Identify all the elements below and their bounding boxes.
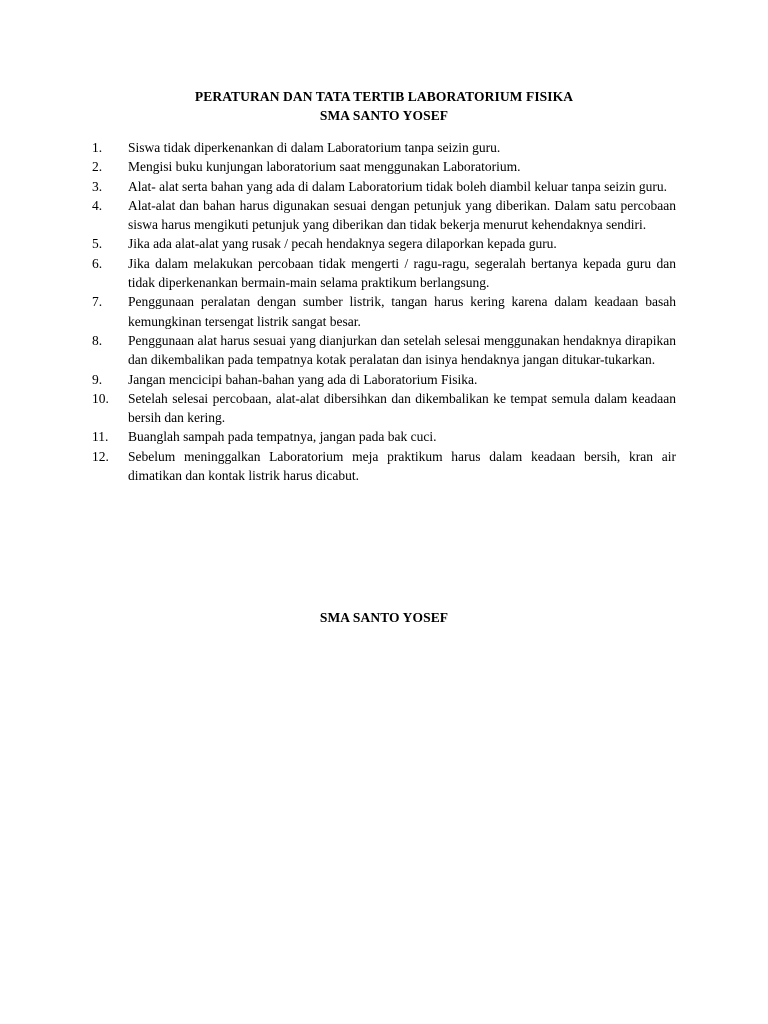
rule-text: Setelah selesai percobaan, alat-alat dibersihkan dan dikembalikan ke tempat semula dalam keadaan bersih dan kering. bbox=[128, 390, 676, 426]
rule-item bbox=[92, 177, 676, 196]
rule-item bbox=[92, 331, 676, 370]
rules-list bbox=[92, 138, 676, 485]
rule-number: 10. bbox=[92, 390, 109, 406]
rule-text: Siswa tidak diperkenankan di dalam Laboratorium tanpa seizin guru. bbox=[128, 140, 501, 155]
rule-item bbox=[92, 254, 676, 293]
rule-text: Jika dalam melakukan percobaan tidak mengerti / ragu-ragu, segeralah bertanya kepada guru dan tidak diperkenankan bermain-main selama praktikum berlangsung. bbox=[128, 255, 676, 291]
rule-text: Jangan mencicipi bahan-bahan yang ada di Laboratorium Fisika. bbox=[128, 371, 478, 387]
rule-number: 8. bbox=[92, 332, 103, 348]
rule-item bbox=[92, 196, 676, 235]
rule-item bbox=[92, 370, 676, 389]
rule-text: Alat-alat dan bahan harus digunakan sesuai dengan petunjuk yang diberikan. Dalam satu percobaan siswa harus mengikuti petunjuk yang diberikan dan tidak bekerja menurut kehendaknya sendiri. bbox=[128, 197, 676, 233]
rule-text: Sebelum meninggalkan Laboratorium meja praktikum harus dalam keadaan bersih, kran air dimatikan dan kontak listrik harus dicabut. bbox=[128, 448, 676, 484]
signature-block: SMA SANTO YOSEF bbox=[319, 610, 449, 625]
rule-text: Alat- alat serta bahan yang ada di dalam Laboratorium tidak boleh diambil keluar tanpa seizin guru. bbox=[128, 178, 668, 194]
rule-item bbox=[92, 234, 676, 253]
rule-item bbox=[92, 292, 676, 331]
document-subtitle: SMA SANTO YOSEF bbox=[319, 108, 449, 123]
rule-number: 7. bbox=[92, 294, 103, 310]
document-title: PERATURAN DAN TATA TERTIB LABORATORIUM FISIKA bbox=[194, 89, 574, 104]
rule-text: Penggunaan alat harus sesuai yang dianjurkan dan setelah selesai menggunakan hendaknya dirapikan dan dikembalikan pada tempatnya kotak peralatan dan isinya hendaknya jangan ditukar-tukarkan. bbox=[128, 332, 676, 368]
rule-text: Penggunaan peralatan dengan sumber listrik, tangan harus kering karena dalam keadaan basah kemungkinan tersengat listrik sangat besar. bbox=[128, 294, 676, 329]
rule-number: 11. bbox=[92, 429, 109, 445]
rule-item bbox=[92, 157, 676, 176]
rule-text: Buanglah sampah pada tempatnya, jangan pada bak cuci. bbox=[128, 429, 437, 445]
rule-number: 12. bbox=[92, 448, 109, 464]
rule-number: 9. bbox=[92, 371, 103, 387]
rule-number: 2. bbox=[92, 159, 103, 175]
rule-item bbox=[92, 138, 676, 157]
rule-item bbox=[92, 389, 676, 428]
rule-text: Mengisi buku kunjungan laboratorium saat menggunakan Laboratorium. bbox=[128, 159, 521, 175]
rule-number: 3. bbox=[92, 178, 103, 194]
rule-number: 5. bbox=[92, 236, 103, 252]
rule-item bbox=[92, 427, 676, 446]
rule-number: 4. bbox=[92, 197, 103, 213]
rule-text: Jika ada alat-alat yang rusak / pecah hendaknya segera dilaporkan kepada guru. bbox=[128, 236, 557, 252]
rule-number: 1. bbox=[92, 140, 103, 155]
rule-item bbox=[92, 447, 676, 486]
rule-number: 6. bbox=[92, 255, 103, 271]
